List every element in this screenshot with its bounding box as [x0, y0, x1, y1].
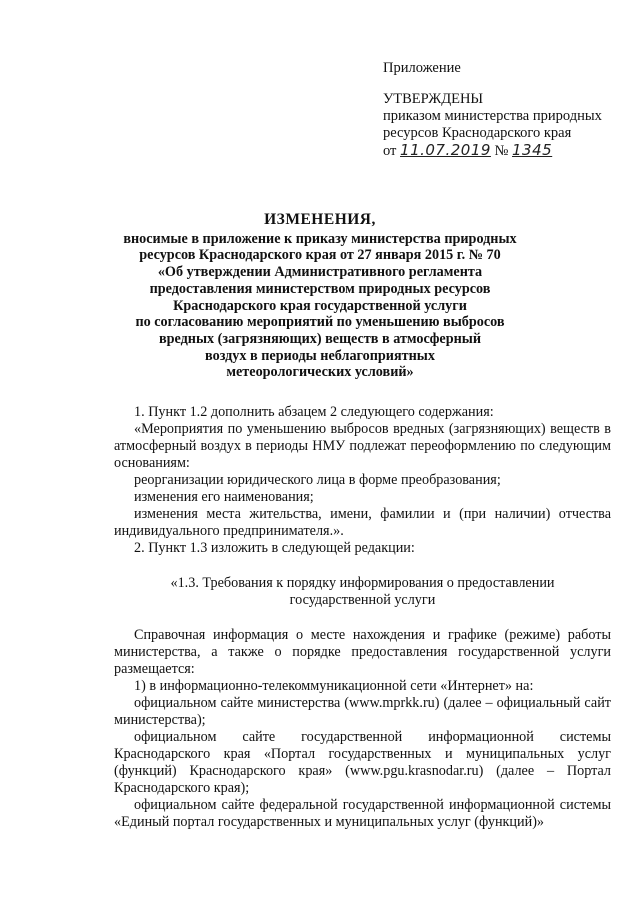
- paragraph-reference-info: Справочная информация о месте нахождения и графике (режиме) работы министерства, а также о порядке предоставления государственной услуги размещается:: [114, 627, 611, 677]
- date-prefix: от: [383, 143, 397, 159]
- title-line: вносимые в приложение к приказу министерства природных: [123, 230, 517, 247]
- title-line: предоставления министерством природных ресурсов: [149, 280, 491, 297]
- approved-label: УТВЕРЖДЕНЫ: [383, 91, 484, 107]
- title-line: по согласованию мероприятий по уменьшению выбросов: [135, 314, 505, 331]
- paragraph-quote: «Мероприятия по уменьшению выбросов вредных (загрязняющих) веществ в атмосферный воздух в периоды НМУ подлежат переоформлению по следующим основаниям:: [114, 421, 611, 471]
- approval-order-line-1: приказом министерства природных: [383, 108, 602, 124]
- approval-date-line: [383, 142, 628, 160]
- paragraph-residence-change: изменения места жительства, имени, фамилии и (при наличии) отчества индивидуального предпринимателя.».: [114, 506, 611, 539]
- title-line: вредных (загрязняющих) веществ в атмосферный: [158, 330, 482, 347]
- paragraph-item-1: 1. Пункт 1.2 дополнить абзацем 2 следующего содержания:: [134, 404, 494, 420]
- appendix-label: Приложение: [383, 60, 461, 76]
- handwritten-date: 11.07.2019: [400, 141, 491, 159]
- approval-order-line-2: ресурсов Краснодарского края: [383, 125, 572, 141]
- paragraph-item-2: 2. Пункт 1.3 изложить в следующей редакции:: [134, 540, 415, 556]
- title-main: ИЗМЕНЕНИЯ,: [264, 211, 376, 228]
- title-line: воздух в периоды неблагоприятных: [205, 347, 435, 364]
- title-line: ресурсов Краснодарского края от 27 января 2015 г. № 70: [139, 247, 501, 264]
- paragraph-regional-portal: официальном сайте государственной информационной системы Краснодарского края «Портал государственных и муниципальных услуг (функций) Краснодарского края» (www.pgu.krasnodar.ru) (далее – Портал Краснодарского края);: [114, 729, 611, 796]
- title-line: метеорологических условий»: [226, 364, 414, 381]
- paragraph-ministry-site: официальном сайте министерства (www.mprkk.ru) (далее – официальный сайт министерства);: [114, 695, 611, 728]
- section-heading-line-1: «1.3. Требования к порядку информирования о предоставлении: [170, 575, 555, 591]
- approval-block: [383, 60, 628, 160]
- paragraph-name-change: изменения его наименования;: [134, 489, 314, 505]
- handwritten-number: 1345: [512, 141, 553, 159]
- document-body: [114, 404, 611, 831]
- paragraph-internet: 1) в информационно-телекоммуникационной сети «Интернет» на:: [134, 678, 534, 694]
- number-prefix: №: [494, 143, 509, 159]
- section-heading-line-2: государственной услуги: [289, 592, 436, 608]
- paragraph-federal-portal: официальном сайте федеральной государственной информационной системы «Единый портал государственных и муниципальных услуг (функций)»: [114, 797, 611, 830]
- paragraph-reorganization: реорганизации юридического лица в форме преобразования;: [134, 472, 501, 488]
- title-line: «Об утверждении Административного регламента: [157, 264, 483, 281]
- title-line: Краснодарского края государственной услуги: [173, 297, 467, 314]
- document-title: [110, 212, 530, 381]
